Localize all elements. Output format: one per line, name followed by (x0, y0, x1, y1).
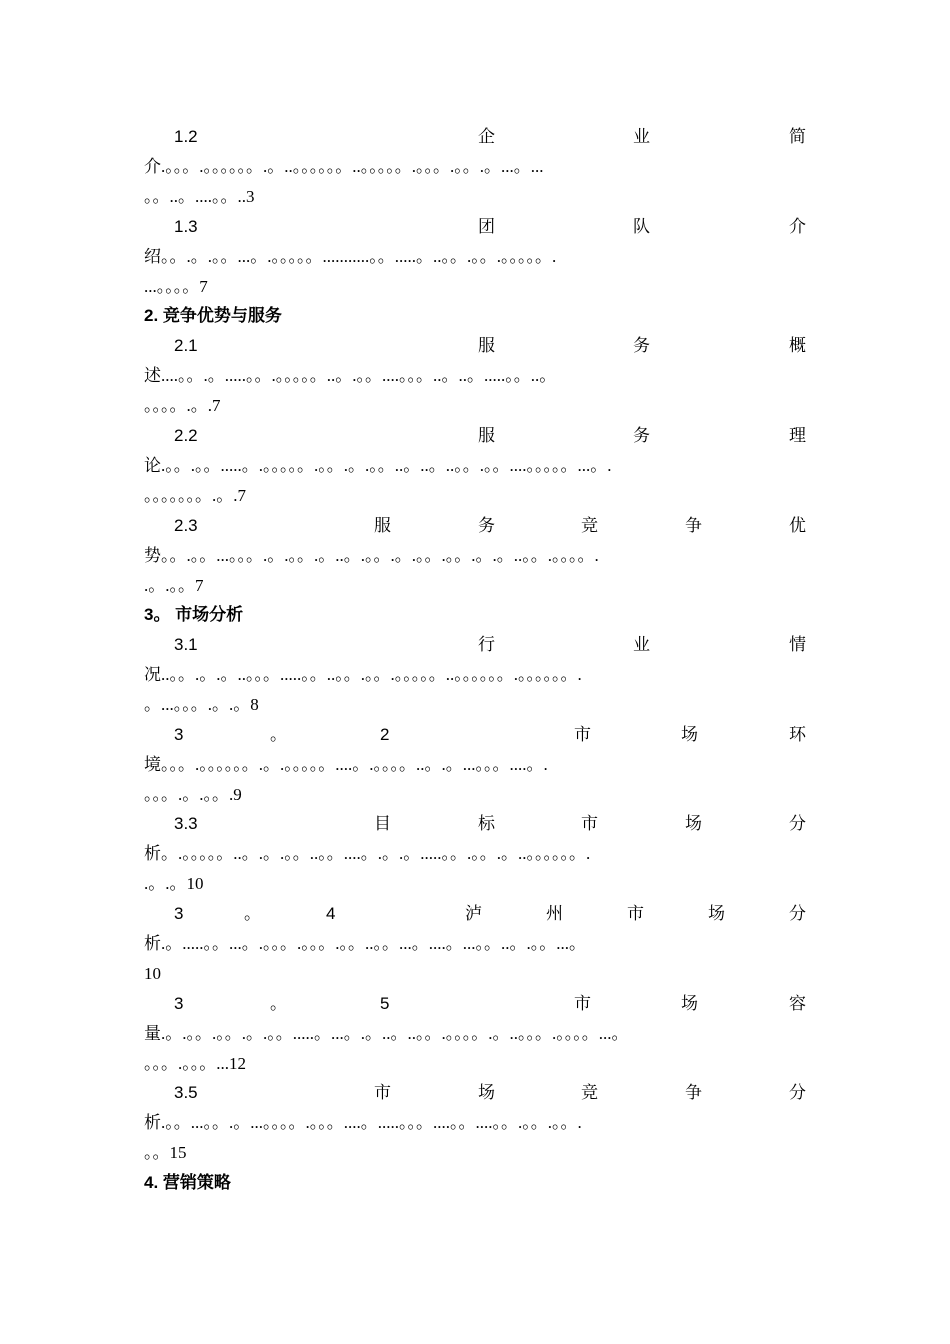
toc-entry-heading (144, 421, 806, 451)
heading-char: 场 (708, 904, 725, 923)
leader-line: 析。.。。。。。..。.。.。。..。。....。.。.。.....。。.。。.。..。。。。。。. (144, 844, 591, 863)
entry-number: 2.1 (174, 336, 198, 355)
heading-char: 队 (633, 217, 650, 236)
heading-char: 务 (633, 336, 650, 355)
heading-char: 概 (789, 336, 806, 355)
entry-number: 2.2 (174, 426, 198, 445)
toc-leader (144, 660, 824, 720)
heading-char: 企 (478, 127, 495, 146)
heading-char: 争 (685, 1083, 702, 1102)
leader-line: 。。。.。。。... (144, 1054, 229, 1073)
entry-number: 1.2 (174, 127, 198, 146)
heading-char: 分 (789, 1083, 806, 1102)
entry-number-dot: 。 (244, 904, 261, 923)
leader-line: 。。。。.。. (144, 396, 212, 415)
heading-char: 团 (478, 217, 495, 236)
heading-char: 服 (478, 336, 495, 355)
leader-line: 况..。。.。.。..。。。.....。。..。。.。。.。。。。。..。。。。。。.。。。。。。. (144, 665, 582, 684)
leader-line: 绍。。.。.。。...。.。。。。。...........。。.....。..。。.。。.。。。。。. (144, 247, 557, 266)
page-number: 7 (212, 396, 221, 415)
toc-section-2[interactable]: 2. 竞争优势与服务 (144, 306, 282, 325)
entry-number: 3 (174, 725, 184, 744)
entry-number: 3.1 (174, 635, 198, 654)
heading-char: 市 (374, 1083, 391, 1102)
page-number: 10 (186, 874, 204, 893)
heading-char: 业 (633, 635, 650, 654)
heading-char: 竞 (581, 1083, 598, 1102)
toc-leader (144, 242, 824, 302)
leader-line: 析.。.....。。...。.。。。.。。。.。。..。。...。....。...。。..。.。。...。 (144, 934, 586, 953)
heading-char: 环 (789, 725, 806, 744)
toc-section-3[interactable]: 3。 市场分析 (144, 605, 244, 624)
entry-number: 1.3 (174, 217, 198, 236)
entry-number: 2.3 (174, 516, 198, 535)
toc-leader (144, 750, 824, 810)
toc-leader (144, 541, 824, 601)
page-number: 7 (195, 576, 204, 595)
heading-char: 优 (789, 516, 806, 535)
toc-entry-heading (144, 1078, 806, 1108)
toc-entry-heading (144, 809, 806, 839)
heading-char: 泸 (465, 904, 482, 923)
page-number: 3 (246, 187, 255, 206)
heading-char: 业 (633, 127, 650, 146)
entry-number-minor: 4 (326, 904, 336, 923)
heading-char: 务 (478, 516, 495, 535)
leader-line: ...。。。。 (144, 277, 200, 296)
leader-line: 量.。.。。.。。.。.。。.....。...。.。..。..。。.。。。。.。..。。。.。。。。...。 (144, 1024, 629, 1043)
heading-char: 场 (681, 725, 698, 744)
entry-number: 3 (174, 994, 184, 1013)
page-number: 12 (229, 1054, 246, 1073)
heading-char: 目 (374, 814, 391, 833)
heading-char: 市 (574, 725, 591, 744)
leader-line: 境。。。.。。。。。。.。.。。。。。....。.。。。。..。.。...。。。....。. (144, 755, 548, 774)
heading-char: 服 (374, 516, 391, 535)
heading-char: 场 (478, 1083, 495, 1102)
entry-number-dot: 。 (270, 994, 287, 1013)
toc-entry-heading (144, 122, 806, 152)
page-number: 8 (250, 695, 259, 714)
heading-char: 标 (478, 814, 495, 833)
heading-char: 争 (685, 516, 702, 535)
leader-line: 。。。.。.。。. (144, 785, 234, 804)
page-number: 7 (237, 486, 246, 505)
heading-char: 场 (681, 994, 698, 1013)
leader-line: 。。。。。。。.。. (144, 486, 238, 505)
heading-char: 介 (789, 217, 806, 236)
toc-entry-heading (144, 331, 806, 361)
toc-leader (144, 839, 824, 899)
heading-char: 情 (789, 635, 806, 654)
leader-line: 。。..。....。。.. (144, 187, 246, 206)
toc-leader (144, 451, 824, 511)
toc-section-4[interactable]: 4. 营销策略 (144, 1173, 231, 1192)
page-number: 9 (233, 785, 242, 804)
toc-leader (144, 152, 824, 212)
toc-leader (144, 361, 824, 421)
leader-line: 述....。。.。.....。。.。。。。。..。.。。....。。。..。..。.....。。..。 (144, 366, 557, 385)
toc-entry-heading (144, 511, 806, 541)
leader-line: 。。 (144, 1143, 170, 1162)
leader-line: 析.。。...。。.。...。。。。.。。。....。.....。。。....。。....。。.。。.。。. (144, 1113, 582, 1132)
toc-leader (144, 1019, 824, 1079)
leader-line: 论.。。.。。.....。.。。。。。.。。.。.。。..。..。..。。.。。....。。。。。...。. (144, 456, 612, 475)
heading-char: 州 (546, 904, 563, 923)
entry-number: 3.3 (174, 814, 198, 833)
entry-number-dot: 。 (270, 725, 287, 744)
page-number: 7 (199, 277, 208, 296)
heading-char: 务 (633, 426, 650, 445)
heading-char: 市 (581, 814, 598, 833)
page-number: 15 (169, 1143, 187, 1162)
toc-entry-heading (144, 212, 806, 242)
entry-number-minor: 2 (380, 725, 390, 744)
toc-leader (144, 1108, 824, 1168)
heading-char: 容 (789, 994, 806, 1013)
heading-char: 市 (627, 904, 644, 923)
toc-entry-heading (144, 899, 806, 929)
heading-char: 理 (789, 426, 806, 445)
entry-number: 3.5 (174, 1083, 198, 1102)
leader-line: .。.。。 (144, 576, 195, 595)
leader-line: 势。。.。。...。。。.。.。。.。..。.。。.。.。。.。。.。.。..。。.。。。。. (144, 546, 599, 565)
heading-char: 行 (478, 635, 495, 654)
heading-char: 分 (789, 904, 806, 923)
heading-char: 服 (478, 426, 495, 445)
entry-number-minor: 5 (380, 994, 390, 1013)
heading-char: 市 (574, 994, 591, 1013)
leader-line: .。.。 (144, 874, 187, 893)
heading-char: 简 (789, 127, 806, 146)
heading-char: 分 (789, 814, 806, 833)
heading-char: 场 (685, 814, 702, 833)
leader-line: 。...。。。.。.。 (144, 695, 251, 714)
toc-entry-heading (144, 720, 806, 750)
toc-leader (144, 929, 824, 989)
leader-line: 介.。。。.。。。。。。.。..。。。。。。..。。。。。.。。。.。。.。...。... (144, 157, 544, 176)
entry-number: 3 (174, 904, 184, 923)
page-number: 10 (144, 964, 161, 983)
heading-char: 竞 (581, 516, 598, 535)
toc-entry-heading (144, 989, 806, 1019)
toc-entry-heading (144, 630, 806, 660)
